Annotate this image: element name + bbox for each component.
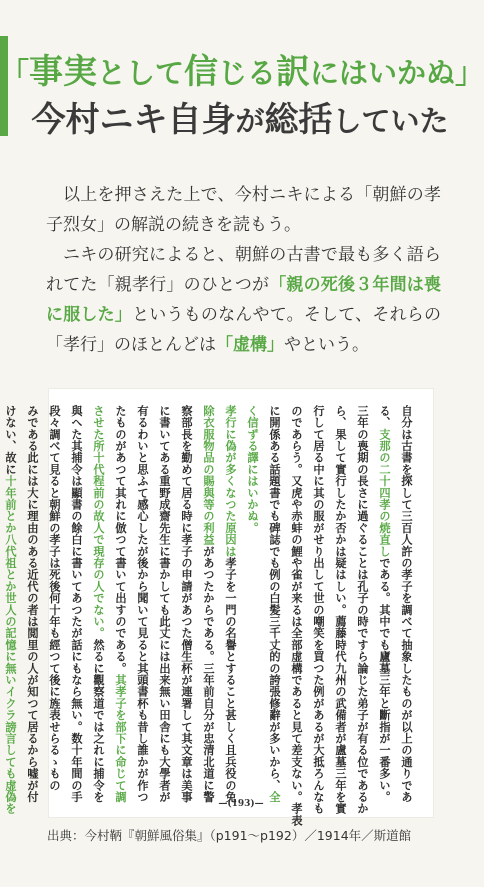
scan-highlight-text: 支那の二十四孝の焼直し <box>378 428 392 558</box>
scan-column <box>309 405 329 815</box>
scan-text: ら、果して實行したか否かは疑はしい。薦藤時代九州の武備者が盧墓三年を實 <box>334 405 348 815</box>
scan-text: に書いてある重野成齋先生に書かしても此丈には出来無い田舎にも大學者が <box>158 405 172 803</box>
scan-text: があつたからである。三年前自分が忠清北道に警 <box>202 545 216 803</box>
page-title-line1: 「事実として信じる訳にはいかぬ」 <box>0 52 484 92</box>
scan-text: である。其中でも廬墓三年と斷指が一番多い。 <box>378 557 392 803</box>
scan-column <box>89 405 109 803</box>
scan-text: 與へた其捕令は顯書の餘白に書いてあつたが話にもなら無い。数十年間の手 <box>70 405 84 803</box>
scan-highlight-text: 孝行に偽が多くなつた原因は <box>224 405 238 558</box>
scan-highlight-text: 除衣服物品の賜與等の利益 <box>202 405 216 546</box>
scan-column <box>67 405 87 803</box>
scan-column <box>331 405 351 815</box>
scan-column <box>353 405 373 815</box>
scan-column <box>265 405 285 803</box>
scan-text: 然るに觀察道では之れに捕令を <box>92 639 106 803</box>
scan-column <box>397 405 417 803</box>
scan-text: 行して居る中に其の服がせり出して世の嘲笑を買つた例があるが大抵ろんなも <box>312 405 326 815</box>
scan-highlight-text: 十年前とか八代祖とか世人の記憶に無いイクラ謗言しても虚偽を <box>4 475 18 815</box>
body-text <box>46 180 441 360</box>
source-caption: 出典：今村鞆『朝鮮風俗集』（p191〜p192）／1914年／斯道館 <box>47 828 412 843</box>
scan-column <box>243 405 263 790</box>
page-title-line2: 今村ニキ自身が総括していた <box>31 100 449 140</box>
scan-column <box>1 405 21 815</box>
scan-text: のであらう。又虎や赤蚌の鯉や雀が来るは全部虚構であると見て差支ない。孝表 <box>290 405 304 827</box>
scan-text: みである此には大に理由のある近代の者は閲里の人が知つて居るから嘘が付 <box>26 405 40 803</box>
scan-column <box>45 405 65 790</box>
scan-text: けない、故に <box>4 405 18 476</box>
scan-text: 三年の喪期の長さに過ぐることは孔子の時ですら論じた弟子が有る位であるか <box>356 405 370 815</box>
scan-column <box>375 405 395 803</box>
scan-text: 孝子を一門の名譽とすること甚しく且兵役の免 <box>224 557 238 803</box>
scan-highlight-text: く信ずる譯にはいかぬ。 <box>246 405 260 534</box>
scan-highlight-text: 全 <box>268 791 282 803</box>
scan-highlight-text: 其孝子を部下に命じて調 <box>114 674 128 803</box>
scan-text: 有るわいと思ふて感心したが後から聞いて見ると其頭書杯も昔し誰かが作つ <box>136 405 150 803</box>
scan-text: 察部長を勤めて居る時に孝子の申請があつた僧生杯が連署して其文章は美事 <box>180 405 194 803</box>
scan-text: 段々調べて見ると朝鮮の孝子は死後何十年も經つて後に旌表せらるゝもの <box>48 405 62 792</box>
scan-page-number: —(193)— <box>218 799 264 809</box>
scan-column <box>287 405 307 827</box>
scan-highlight-text: させた所十代程前の故人で現存の人でない。 <box>92 405 106 639</box>
book-scan-image <box>4 389 433 827</box>
scan-column <box>221 405 241 803</box>
scan-column <box>23 405 43 803</box>
scan-column <box>199 405 219 803</box>
scan-column <box>155 405 175 803</box>
scan-column <box>177 405 197 803</box>
scan-column <box>111 405 131 803</box>
scan-text: 自分は古書を探して三百人許の孝子を調べて抽象したものが以上の通りであ <box>400 405 414 803</box>
highlight-fiction: 「虚構」 <box>216 335 284 355</box>
highlight-mourning: 「親の死後３年間は喪に服した」 <box>46 275 441 325</box>
scan-text: たものがあつて其れに倣つて書いて出すのである。 <box>114 405 128 675</box>
paragraph-2: ニキの研究によると、朝鮮の古書で最も多く語られてた「親孝行」のひとつが「親の死後３年間は喪に服した」というものなんやて。そして、それらの「孝行」のほとんどは「虚構」やという。 <box>46 245 441 355</box>
scan-text: に開係ある話題書でも碑誌でも例の白髪三千丈的の誇張修辭が多いから、 <box>268 405 282 792</box>
scan-text: る、 <box>378 405 392 429</box>
paragraph-1: 以上を押さえた上で、今村ニキによる「朝鮮の孝子烈女」の解説の続きを読もう。 <box>46 185 441 235</box>
scan-column <box>133 405 153 803</box>
